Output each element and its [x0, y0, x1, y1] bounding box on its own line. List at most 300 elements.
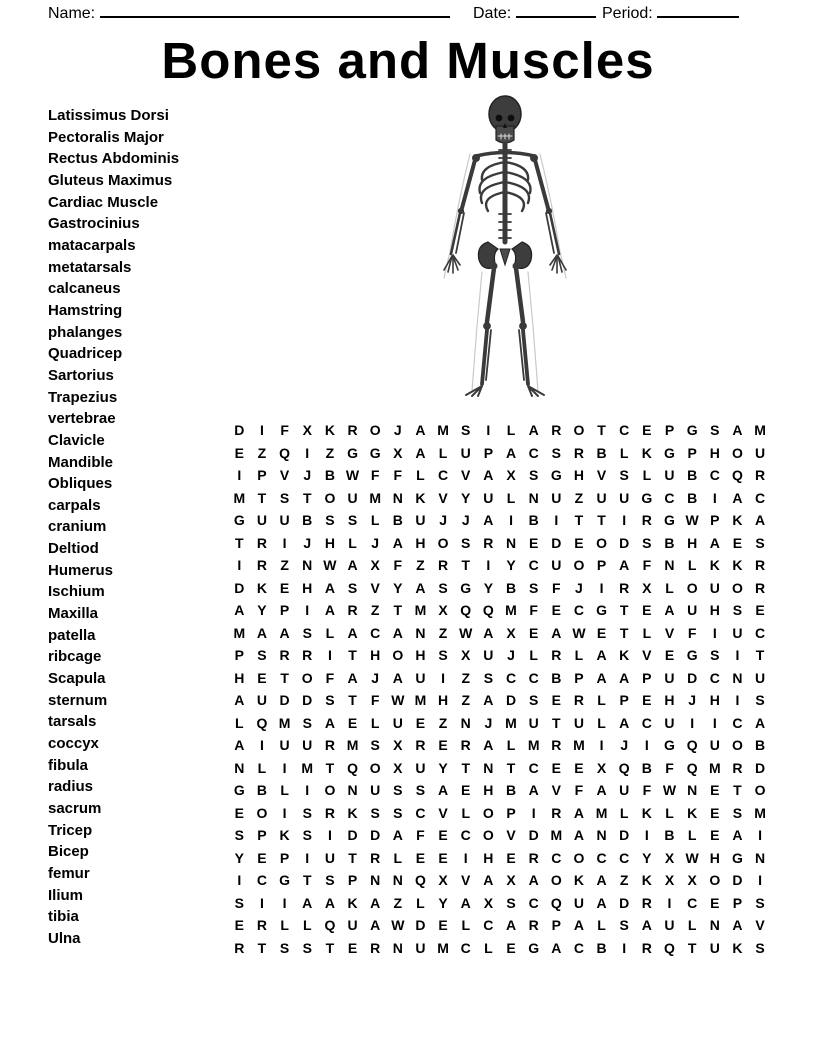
word-list-item: Cardiac Muscle	[48, 193, 159, 211]
grid-letter: C	[573, 939, 584, 956]
grid-letter: R	[324, 804, 335, 821]
grid-letter: C	[754, 489, 766, 506]
grid-letter: R	[528, 917, 539, 934]
grid-letter: Z	[416, 557, 425, 574]
grid-letter: I	[305, 444, 310, 461]
grid-letter: L	[687, 557, 697, 574]
word-list-item: Tricep	[48, 821, 93, 839]
word-list	[48, 105, 179, 950]
grid-letter: A	[302, 894, 313, 911]
grid-letter: E	[234, 444, 244, 461]
grid-letter: A	[324, 602, 335, 619]
grid-letter: S	[302, 827, 312, 844]
grid-letter: M	[505, 714, 517, 731]
word-list-item: Obliques	[48, 475, 113, 493]
grid-letter: S	[461, 422, 471, 439]
grid-letter: D	[619, 827, 630, 844]
grid-letter: X	[302, 422, 312, 439]
grid-letter: A	[415, 444, 426, 461]
grid-letter: A	[528, 782, 539, 799]
grid-letter: N	[528, 489, 539, 506]
grid-letter: A	[256, 624, 268, 641]
grid-letter: Z	[257, 444, 267, 461]
grid-letter: U	[687, 602, 698, 619]
grid-letter: J	[507, 647, 515, 664]
grid-letter: J	[620, 737, 629, 754]
grid-letter: L	[506, 489, 516, 506]
grid-letter: T	[235, 534, 244, 551]
grid-letter: M	[595, 804, 608, 821]
grid-letter: R	[279, 647, 290, 664]
grid-letter: Z	[461, 692, 470, 709]
grid-letter: A	[573, 917, 584, 934]
word-list-item: Sartorius	[48, 366, 114, 384]
grid-letter: R	[551, 804, 562, 821]
grid-letter: M	[527, 737, 540, 754]
grid-letter: O	[731, 579, 743, 596]
grid-letter: I	[712, 489, 717, 506]
grid-letter: A	[596, 647, 607, 664]
grid-letter: N	[732, 669, 743, 686]
grid-letter: M	[708, 759, 721, 776]
grid-letter: S	[755, 534, 765, 551]
grid-letter: U	[664, 669, 675, 686]
grid-row	[228, 937, 771, 960]
grid-letter: T	[574, 512, 584, 529]
grid-letter: M	[301, 759, 314, 776]
grid-letter: U	[483, 489, 494, 506]
grid-letter: U	[415, 939, 426, 956]
word-list-item: fibula	[48, 756, 88, 774]
grid-letter: Q	[731, 467, 743, 484]
grid-letter: I	[644, 827, 649, 844]
grid-letter: L	[597, 692, 606, 709]
grid-letter: S	[619, 467, 629, 484]
grid-letter: T	[461, 557, 470, 574]
grid-letter: H	[438, 692, 449, 709]
grid-letter: T	[348, 692, 357, 709]
grid-letter: R	[324, 737, 335, 754]
grid-letter: C	[528, 444, 539, 461]
grid-letter: L	[438, 444, 448, 461]
grid-letter: O	[754, 782, 766, 799]
grid-letter: O	[550, 872, 562, 889]
grid-letter: I	[260, 737, 264, 754]
grid-letter: A	[347, 669, 358, 686]
grid-letter: C	[687, 894, 698, 911]
grid-letter: U	[279, 512, 290, 529]
grid-letter: O	[369, 422, 381, 439]
grid-letter: V	[279, 467, 290, 484]
grid-letter: K	[687, 804, 698, 821]
grid-letter: I	[260, 894, 264, 911]
grid-letter: O	[369, 759, 381, 776]
grid-letter: U	[324, 849, 335, 866]
grid-letter: A	[754, 714, 766, 731]
grid-letter: E	[574, 759, 584, 776]
grid-letter: E	[438, 827, 448, 844]
grid-letter: T	[506, 759, 516, 776]
grid-letter: R	[370, 939, 381, 956]
grid-letter: N	[347, 782, 358, 799]
grid-letter: K	[641, 872, 652, 889]
grid-letter: F	[370, 692, 380, 709]
grid-letter: H	[709, 602, 720, 619]
grid-letter: D	[732, 872, 743, 889]
grid-row	[228, 712, 771, 735]
grid-letter: L	[280, 917, 289, 934]
grid-letter: T	[325, 759, 335, 776]
grid-letter: L	[370, 512, 380, 529]
grid-letter: J	[303, 534, 312, 551]
grid-letter: L	[484, 939, 493, 956]
grid-letter: W	[391, 692, 405, 709]
grid-letter: G	[686, 647, 698, 664]
grid-letter: S	[483, 669, 494, 686]
word-list-item: sternum	[48, 691, 108, 709]
grid-letter: I	[622, 512, 627, 529]
word-list-item: Hamstring	[48, 301, 123, 319]
grid-letter: M	[233, 489, 246, 506]
grid-letter: G	[279, 872, 291, 889]
grid-letter: G	[664, 737, 675, 754]
word-list-item: coccyx	[48, 735, 99, 753]
grid-letter: C	[664, 489, 675, 506]
grid-letter: I	[690, 714, 695, 731]
word-list-item: sacrum	[48, 800, 102, 817]
grid-letter: J	[439, 512, 447, 529]
grid-letter: T	[619, 624, 629, 641]
grid-letter: D	[754, 759, 766, 776]
name-blank-line	[100, 3, 450, 18]
grid-letter: M	[437, 939, 449, 956]
grid-letter: A	[528, 422, 539, 439]
grid-letter: U	[619, 489, 630, 506]
grid-letter: Q	[347, 759, 358, 776]
grid-letter: J	[575, 579, 583, 596]
grid-letter: B	[754, 737, 766, 754]
grid-letter: I	[622, 939, 627, 956]
word-list-item: Deltiod	[48, 540, 99, 558]
grid-letter: N	[392, 939, 403, 956]
name-label: Name:	[48, 5, 96, 22]
grid-letter: Q	[460, 602, 472, 619]
grid-letter: V	[461, 872, 471, 889]
grid-letter: K	[732, 939, 743, 956]
grid-letter: J	[688, 692, 697, 709]
grid-letter: H	[415, 534, 426, 551]
word-list-item: Scapula	[48, 670, 106, 688]
grid-letter: T	[755, 647, 765, 664]
grid-letter: U	[664, 917, 675, 934]
grid-letter: F	[529, 602, 538, 619]
grid-letter: E	[415, 714, 426, 731]
grid-letter: N	[664, 557, 675, 574]
grid-letter: K	[256, 579, 268, 596]
grid-letter: R	[551, 647, 562, 664]
grid-letter: K	[415, 489, 426, 506]
grid-letter: G	[664, 512, 675, 529]
grid-letter: A	[483, 737, 494, 754]
grid-letter: M	[414, 602, 427, 619]
grid-letter: L	[619, 444, 629, 461]
word-list-item: Gluteus Maximus	[48, 171, 173, 189]
grid-letter: A	[596, 872, 607, 889]
grid-letter: T	[687, 939, 697, 956]
grid-letter: E	[257, 849, 267, 866]
grid-letter: D	[234, 579, 245, 596]
period-blank-line	[657, 3, 739, 18]
grid-letter: G	[369, 444, 381, 461]
grid-letter: R	[415, 737, 426, 754]
grid-letter: O	[596, 534, 608, 551]
grid-letter: S	[347, 512, 358, 529]
grid-letter: U	[415, 759, 426, 776]
grid-letter: A	[505, 917, 517, 934]
grid-letter: A	[573, 804, 584, 821]
grid-letter: C	[528, 894, 539, 911]
grid-letter: S	[279, 489, 290, 506]
grid-letter: E	[528, 624, 539, 641]
grid-letter: I	[667, 894, 672, 911]
grid-letter: P	[664, 422, 675, 439]
grid-letter: D	[415, 917, 426, 934]
grid-letter: F	[687, 624, 697, 641]
period-label: Period:	[602, 5, 653, 22]
grid-letter: A	[324, 714, 335, 731]
grid-letter: X	[506, 624, 516, 641]
grid-letter: V	[664, 624, 675, 641]
grid-letter: K	[641, 444, 652, 461]
grid-letter: X	[642, 579, 652, 596]
grid-letter: O	[573, 557, 585, 574]
grid-letter: L	[461, 917, 470, 934]
grid-letter: K	[347, 894, 358, 911]
grid-letter: W	[391, 917, 405, 934]
grid-letter: M	[754, 804, 766, 821]
grid-letter: A	[505, 444, 517, 461]
grid-letter: F	[393, 467, 403, 484]
word-list-item: femur	[48, 864, 90, 882]
word-list-item: vertebrae	[48, 410, 116, 428]
grid-letter: E	[551, 602, 561, 619]
grid-letter: I	[282, 759, 287, 776]
grid-letter: L	[370, 714, 380, 731]
grid-row	[228, 779, 771, 802]
grid-letter: S	[302, 714, 312, 731]
grid-letter: M	[414, 692, 427, 709]
grid-letter: N	[460, 714, 471, 731]
grid-letter: L	[597, 714, 606, 731]
grid-letter: U	[596, 489, 607, 506]
grid-letter: V	[551, 782, 561, 799]
grid-letter: U	[664, 467, 675, 484]
word-list-item: calcaneus	[48, 280, 121, 298]
grid-row	[228, 554, 771, 577]
grid-letter: R	[641, 894, 652, 911]
grid-letter: O	[731, 444, 743, 461]
grid-letter: Q	[279, 444, 291, 461]
grid-letter: E	[710, 782, 720, 799]
pelvis-icon	[478, 242, 531, 268]
grid-letter: T	[733, 782, 742, 799]
grid-row	[228, 599, 771, 622]
grid-letter: X	[393, 444, 403, 461]
grid-letter: E	[574, 534, 584, 551]
grid-letter: P	[596, 557, 607, 574]
grid-letter: D	[279, 692, 290, 709]
grid-letter: R	[256, 917, 268, 934]
grid-letter: N	[687, 782, 698, 799]
grid-letter: D	[234, 422, 245, 439]
grid-letter: N	[415, 624, 426, 641]
grid-letter: E	[438, 917, 448, 934]
grid-letter: B	[528, 512, 539, 529]
word-list-item: Latissimus Dorsi	[48, 107, 169, 124]
grid-letter: E	[732, 534, 743, 551]
grid-letter: S	[302, 939, 312, 956]
grid-letter: S	[257, 647, 267, 664]
grid-letter: A	[392, 669, 403, 686]
grid-letter: D	[370, 827, 381, 844]
grid-letter: Y	[461, 489, 471, 506]
grid-letter: N	[234, 759, 245, 776]
grid-letter: O	[686, 579, 698, 596]
word-list-item: Humerus	[48, 561, 114, 579]
grid-letter: C	[370, 624, 381, 641]
grid-letter: S	[755, 894, 765, 911]
grid-row	[228, 914, 771, 937]
grid-letter: A	[596, 669, 607, 686]
grid-letter: H	[687, 534, 698, 551]
grid-letter: G	[596, 602, 608, 619]
grid-letter: S	[551, 444, 561, 461]
grid-letter: N	[302, 557, 313, 574]
grid-letter: I	[599, 737, 604, 754]
grid-letter: P	[574, 669, 584, 686]
grid-letter: B	[664, 534, 675, 551]
grid-letter: L	[665, 579, 674, 596]
grid-letter: A	[551, 624, 562, 641]
grid-letter: Q	[618, 759, 630, 776]
grid-letter: I	[644, 737, 649, 754]
grid-letter: T	[619, 602, 629, 619]
grid-letter: I	[758, 827, 762, 844]
grid-letter: S	[347, 579, 358, 596]
grid-letter: W	[685, 512, 699, 529]
grid-letter: T	[257, 489, 267, 506]
grid-letter: A	[483, 872, 494, 889]
grid-letter: L	[235, 714, 244, 731]
grid-letter: T	[552, 714, 561, 731]
grid-letter: U	[256, 692, 268, 709]
grid-letter: J	[303, 467, 312, 484]
grid-letter: V	[506, 827, 516, 844]
grid-letter: B	[641, 759, 652, 776]
grid-letter: S	[302, 804, 312, 821]
grid-letter: O	[392, 647, 404, 664]
grid-letter: S	[461, 534, 471, 551]
word-list-item: tarsals	[48, 713, 97, 731]
grid-letter: Q	[415, 872, 426, 889]
grid-letter: N	[596, 827, 607, 844]
grid-letter: H	[234, 669, 245, 686]
grid-letter: K	[641, 804, 652, 821]
grid-letter: L	[506, 737, 516, 754]
grid-letter: E	[710, 804, 720, 821]
grid-letter: A	[438, 782, 449, 799]
grid-letter: I	[237, 467, 242, 484]
grid-letter: A	[324, 579, 335, 596]
grid-letter: E	[234, 804, 244, 821]
grid-letter: M	[233, 624, 246, 641]
grid-letter: F	[280, 422, 289, 439]
grid-letter: I	[327, 647, 332, 664]
grid-letter: H	[483, 782, 494, 799]
grid-letter: A	[732, 917, 743, 934]
word-list-item: Ilium	[48, 886, 84, 904]
grid-letter: J	[371, 669, 380, 686]
grid-letter: Y	[257, 602, 267, 619]
word-list-item: matacarpals	[48, 236, 136, 254]
grid-letter: A	[234, 737, 245, 754]
grid-letter: X	[393, 759, 403, 776]
grid-letter: Q	[324, 917, 336, 934]
grid-letter: C	[528, 669, 539, 686]
grid-letter: S	[325, 692, 335, 709]
grid-letter: Y	[234, 849, 244, 866]
grid-letter: U	[460, 444, 471, 461]
grid-letter: L	[642, 624, 652, 641]
grid-letter: T	[257, 939, 267, 956]
grid-letter: I	[237, 872, 242, 889]
grid-letter: Y	[642, 849, 652, 866]
grid-letter: R	[754, 557, 766, 574]
word-list-item: Rectus Abdominis	[48, 150, 180, 168]
page-title: Bones and Muscles	[161, 32, 655, 89]
grid-letter: G	[528, 939, 540, 956]
grid-letter: U	[709, 579, 720, 596]
grid-letter: I	[758, 872, 762, 889]
grid-letter: L	[302, 917, 312, 934]
grid-row	[228, 464, 771, 487]
grid-letter: I	[282, 804, 287, 821]
date-blank-line	[516, 3, 596, 18]
word-list-item: phalanges	[48, 323, 123, 341]
grid-letter: C	[573, 602, 584, 619]
grid-letter: C	[505, 669, 517, 686]
grid-row	[228, 532, 771, 555]
grid-letter: I	[463, 849, 468, 866]
grid-letter: S	[528, 467, 539, 484]
grid-letter: L	[642, 467, 652, 484]
grid-letter: B	[505, 579, 517, 596]
grid-letter: Q	[686, 759, 698, 776]
word-list-item: Pectoralis Major	[48, 128, 164, 146]
grid-letter: E	[596, 624, 607, 641]
grid-letter: L	[257, 759, 267, 776]
grid-letter: R	[754, 579, 766, 596]
grid-letter: I	[282, 894, 287, 911]
grid-letter: V	[438, 804, 448, 821]
grid-letter: R	[438, 557, 449, 574]
grid-letter: L	[280, 782, 289, 799]
grid-letter: B	[505, 782, 517, 799]
grid-letter: U	[279, 737, 290, 754]
grid-letter: E	[710, 894, 720, 911]
grid-letter: A	[664, 602, 675, 619]
grid-letter: A	[347, 624, 358, 641]
